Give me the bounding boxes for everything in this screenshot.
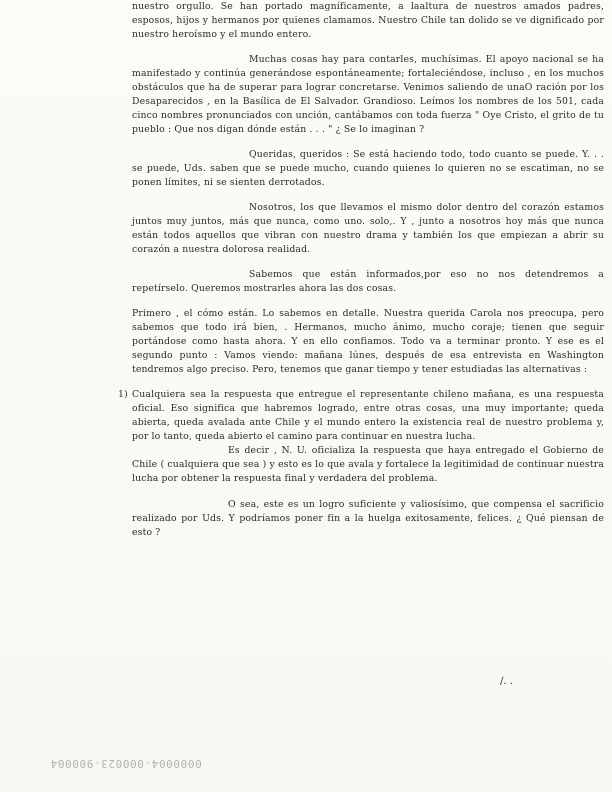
letter-body [118,0,604,551]
numbered-item-1 [118,388,604,540]
item-continuation: Es decir , N. U. oficializa la respuesta que haya entregado el Gobierno de Chile ( cualquiera que sea ) y esto es lo que avala y fortalece la legitimidad de continuar nuestra lucha por obtener la respuesta final y verdadera del problema. [132,445,604,484]
item-follow-up: O sea, este es un logro suficiente y valiosísimo, que compensa el sacrificio realizado por Uds. Y podríamos poner fin a la huelga exitosamente, felices. ¿ Qué piensan de esto ? [132,499,604,538]
paragraph-support: Muchas cosas hay para contarles, muchísimas. El apoyo nacional se ha manifestado y continúa generándose espontáneamente; fortaleciéndose, incluso , en los muchos obstáculos que ha de superar para lograr concretarse. Venimos saliendo de unaO ración por los Desaparecidos , en la Basílica de El Salvador. Grandioso. Leímos los nombres de los 501, cada cinco nombres pronunciados con unción, cantábamos con toda fuerza " Oye Cristo, el grito de tu pueblo : Que nos digan dónde están . . . " ¿ Se lo imaginan ? [132,54,604,135]
paragraph-informed: Sabemos que están informados,por eso no nos detendremos a repetírselo. Queremos mostrarles ahora las dos cosas. [132,269,604,294]
item-text: Cualquiera sea la respuesta que entregue el representante chileno mañana, es una respuesta oficial. Eso significa que habremos logrado, entre otras cosas, una muy importante; queda abierta, queda avalada ante Chile y el mundo entero la existencia real de nuestro problema y, por lo tanto, queda abierto el camino para continuar en nuestra lucha. [132,389,604,442]
paragraph-dear-ones: Queridas, queridos : Se está haciendo todo, todo cuanto se puede. Y. . . se puede, Uds. saben que se puede mucho, cuando quienes lo quieren no se escatiman, no se ponen límites, ni se sienten derrotados. [132,149,604,188]
paragraph-intro: nuestro orgullo. Se han portado magníficamente, a laaltura de nuestros amados padres, esposos, hijos y hermanos por quienes clamamos. Nuestro Chile tan dolido se ve dignificado por nuestro heroísmo y el mundo entero. [132,1,604,40]
page-continuation-mark: /. . [500,676,513,687]
item-body [132,388,604,540]
item-number: 1) [118,389,128,400]
paragraph-together: Nosotros, los que llevamos el mismo dolor dentro del corazón estamos juntos muy juntos, más que nunca, como uno. solo,. Y , junto a nosotros hoy más que nunca están todos aquellos que vibran con nuestro drama y también los que empiezan a abrir su corazón a nuestra dolorosa realidad. [132,202,604,255]
paragraph-first-point: Primero , el cómo están. Lo sabemos en detalle. Nuestra querida Carola nos preocupa, pero sabemos que todo irá bien, . Hermanos, mucho ánimo, mucho coraje; tienen que seguir portándose como hasta ahora. Y en ello confiamos. Todo va a terminar pronto. Y ese es el segundo punto : Vamos viendo: mañana lúnes, después de esa entrevista en Washington tendremos algo preciso. Pero, tenemos que ganar tiempo y tener estudiadas las alternativas : [132,308,604,375]
archive-stamp: 0000004-000023-900004 [50,757,202,770]
